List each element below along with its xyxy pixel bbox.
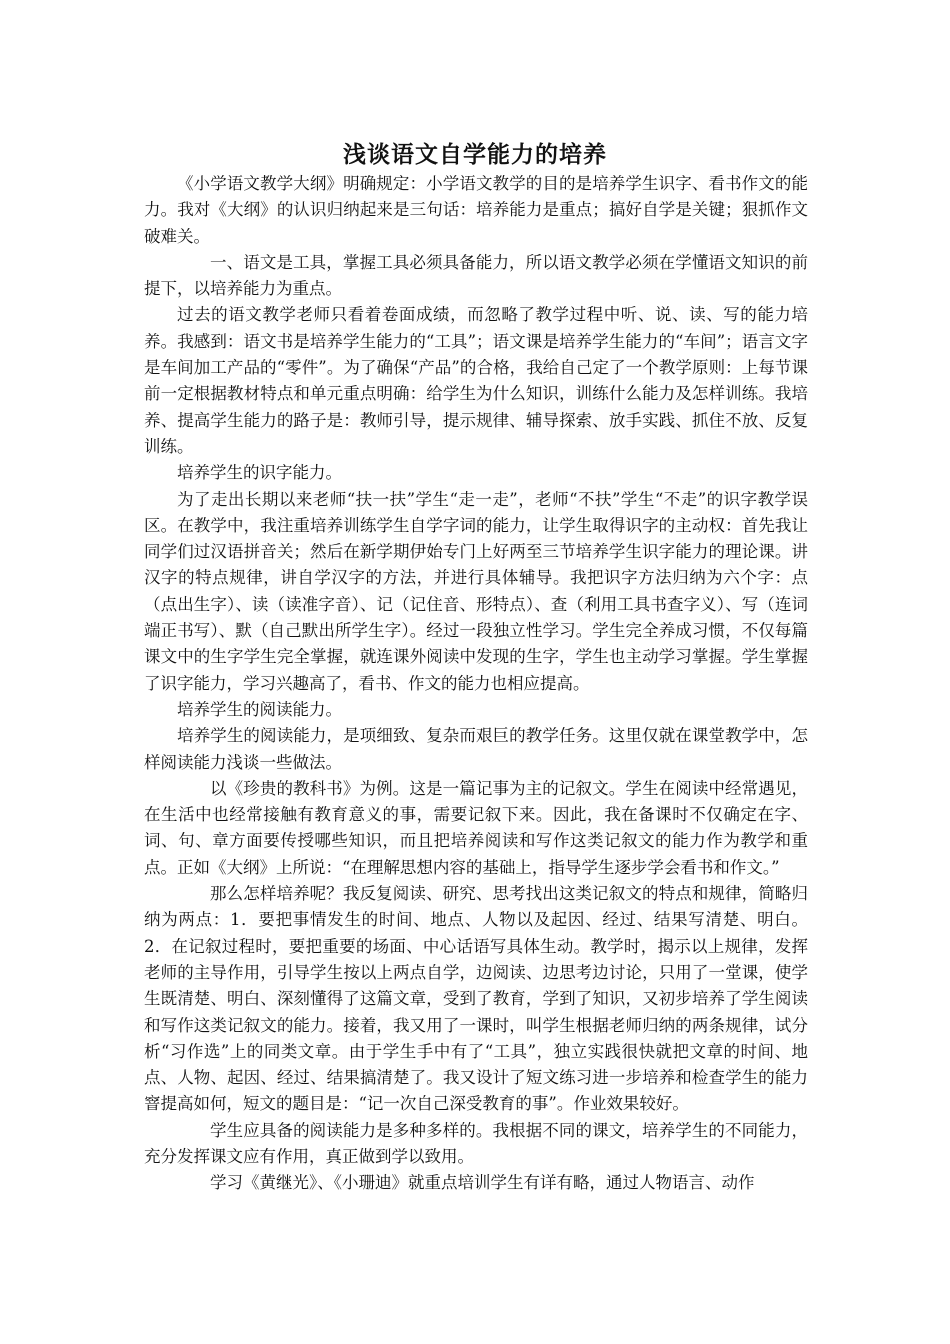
paragraph: 为了走出长期以来老师“扶一扶”学生“走一走”，老师“不扶”学生“不走”的识字教学误区。在教学中，我注重培养训练学生自学字词的能力，让学生取得识字的主动权：首先我让同学们过汉语拼音关；然后在新学期伊始专门上好两至三节培养学生识字能力的理论课。讲汉字的特点规律，讲自学汉字的方法，并进行具体辅导。我把识字方法归纳为六个字：点（点出生字）、读（读准字音）、记（记住音、形特点）、查（利用工具书查字义）、写（连词端正书写）、默（自己默出所学生字）。经过一段独立性学习。学生完全养成习惯，不仅每篇课文中的生字学生完全掌握，就连课外阅读中发现的生字，学生也主动学习掌握。学生掌握了识字能力，学习兴趣高了，看书、作文的能力也相应提高。 [144,489,808,693]
paragraph: 培养学生的阅读能力，是项细致、复杂而艰巨的教学任务。这里仅就在课堂教学中，怎样阅读能力浅谈一些做法。 [144,726,808,772]
paragraph-heading-reading: 培养学生的阅读能力。 [177,699,342,719]
paragraph-section-one: 一、语文是工具，掌握工具必须具备能力，所以语文教学必须在学懂语文知识的前提下，以培养能力为重点。 [144,252,808,299]
document-body [144,171,808,1197]
paragraph-intro: 《小学语文教学大纲》明确规定：小学语文教学的目的是培养学生识字、看书作文的能力。我对《大纲》的认识归纳起来是三句话：培养能力是重点；搞好自学是关键；狠抓作文破难关。 [144,174,808,246]
paragraph-heading-literacy: 培养学生的识字能力。 [177,463,342,483]
paragraph: 学生应具备的阅读能力是多种多样的。我根据不同的课文，培养学生的不同能力，充分发挥课文应有作用，真正做到学以致用。 [144,1120,808,1166]
paragraph: 那么怎样培养呢？我反复阅读、研究、思考找出这类记叙文的特点和规律，简略归纳为两点：1．要把事情发生的时间、地点、人物以及起因、经过、结果写清楚、明白。2．在记叙过程时，要把重要的场面、中心话语写具体生动。教学时，揭示以上规律，发挥老师的主导作用，引导学生按以上两点自学，边阅读、边思考边讨论，只用了一堂课，使学生既清楚、明白、深刻懂得了这篇文章，受到了教育，学到了知识，又初步培养了学生阅读和写作这类记叙文的能力。接着，我又用了一课时，叫学生根据老师归纳的两条规律，试分析“习作选”上的同类文章。由于学生手中有了“工具”，独立实践很快就把文章的时间、地点、人物、起因、经过、结果搞清楚了。我又设计了短文练习进一步培养和检查学生的能力窨提高如何，短文的题目是：“记一次自己深受教育的事”。作业效果较好。 [144,884,808,1114]
document-title: 浅谈语文自学能力的培养 [343,142,607,168]
paragraph: 过去的语文教学老师只看着卷面成绩，而忽略了教学过程中听、说、读、写的能力培养。我感到：语文书是培养学生能力的“工具”；语文课是培养学生能力的“车间”；语言文字是车间加工产品的“零件”。为了确保“产品”的合格，我给自己定了一个教学原则：上每节课前一定根据教材特点和单元重点明确：给学生为什么知识，训练什么能力及怎样训练。我培养、提高学生能力的路子是：教师引导，提示规律、辅导探索、放手实践、抓住不放、反复训练。 [144,305,808,456]
paragraph: 以《珍贵的教科书》为例。这是一篇记事为主的记叙文。学生在阅读中经常遇见，在生活中也经常接触有教育意义的事，需要记叙下来。因此，我在备课时不仅确定在字、词、句、章方面要传授哪些知识，而且把培养阅读和写作这类记叙文的能力作为教学和重点。正如《大纲》上所说：“在理解思想内容的基础上，指导学生逐步学会看书和作文。” [144,778,808,877]
paragraph: 学习《黄继光》、《小珊迪》就重点培训学生有详有略，通过人物语言、动作 [210,1173,755,1193]
